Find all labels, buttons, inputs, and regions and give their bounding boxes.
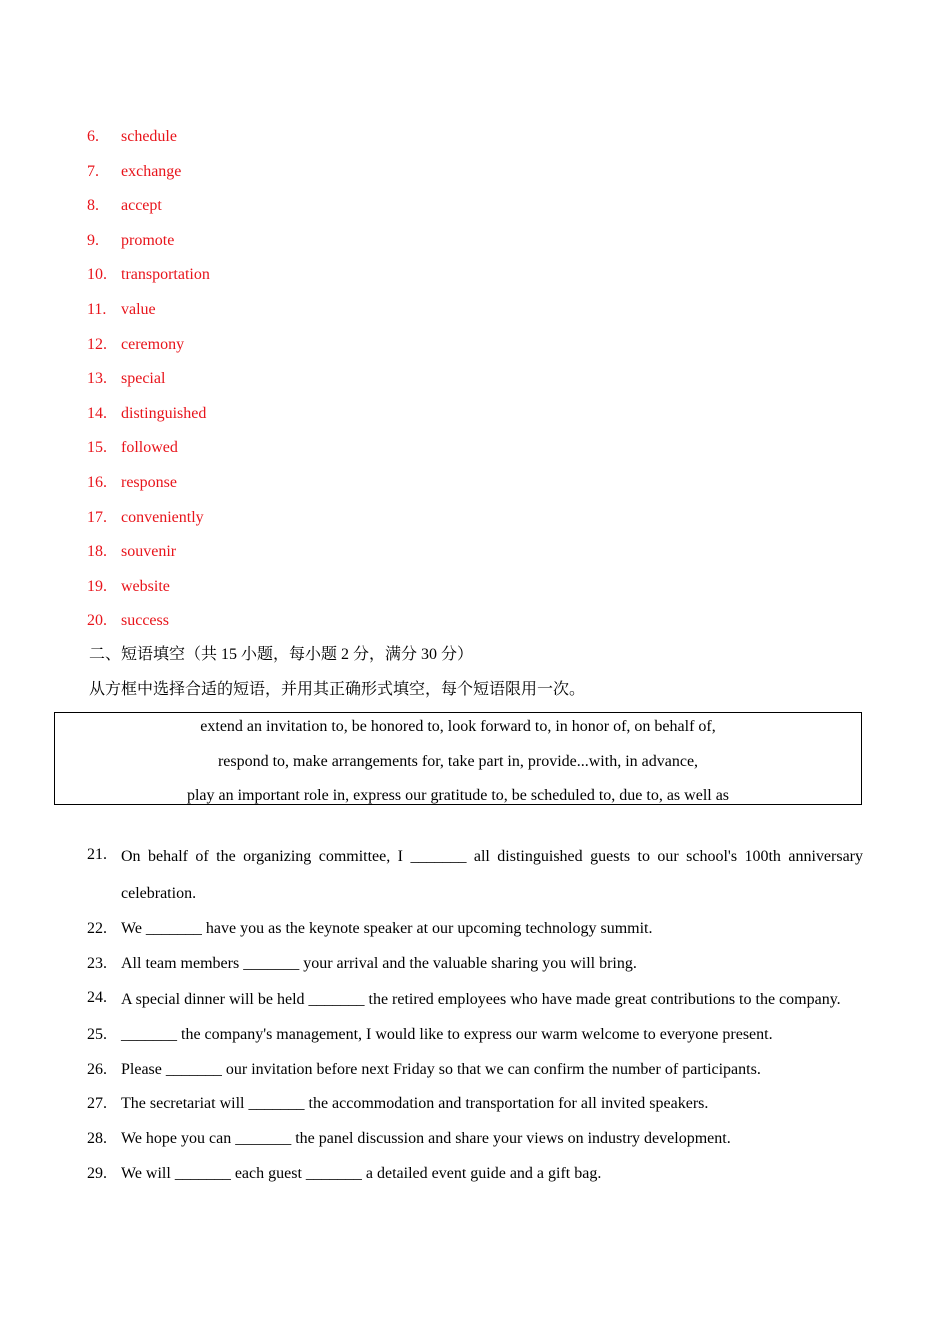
answer-word: value: [121, 300, 156, 318]
question-text: We will _______ each guest _______ a detailed event guide and a gift bag.: [121, 1164, 602, 1182]
answer-word: transportation: [121, 266, 210, 284]
answer-number: 9.: [87, 231, 99, 249]
question-text: We _______ have you as the keynote speaker at our upcoming technology summit.: [121, 920, 653, 937]
question-number: 27.: [87, 1095, 107, 1113]
answer-number: 8.: [87, 197, 99, 215]
answer-item: [87, 501, 210, 536]
question-text: Please _______ our invitation before next Friday so that we can confirm the number of participants.: [121, 1060, 761, 1078]
answer-number: 18.: [87, 543, 107, 561]
question-item: [87, 947, 863, 982]
answer-word: accept: [121, 197, 162, 215]
question-number: 28.: [87, 1129, 107, 1147]
question-item: [87, 1018, 863, 1053]
answer-word: ceremony: [121, 335, 185, 353]
question-item: [87, 838, 863, 912]
question-item: [87, 1157, 863, 1192]
answer-word: schedule: [121, 128, 177, 145]
question-item: [87, 981, 863, 1018]
answer-word: souvenir: [121, 543, 177, 561]
answer-item: [87, 397, 210, 432]
question-text: We hope you can _______ the panel discussion and share your views on industry development.: [121, 1129, 731, 1147]
answer-number: 15.: [87, 439, 107, 457]
answer-number: 17.: [87, 508, 107, 526]
phrase-box: [54, 712, 862, 805]
answer-word: website: [121, 577, 170, 595]
answer-number: 13.: [87, 370, 107, 388]
question-item: [87, 912, 863, 947]
section-title: 二、短语填空（共 15 小题，每小题 2 分，满分 30 分）: [89, 646, 474, 663]
question-number: 23.: [87, 954, 107, 972]
answer-number: 11.: [87, 300, 107, 318]
question-item: [87, 1053, 863, 1088]
answer-item: [87, 293, 210, 328]
question-number: 26.: [87, 1060, 107, 1078]
answer-list: [87, 120, 210, 639]
answer-number: 19.: [87, 577, 107, 595]
answer-number: 16.: [87, 473, 107, 491]
question-number: 25.: [87, 1026, 107, 1044]
answer-item: [87, 155, 210, 190]
answer-number: 10.: [87, 266, 107, 284]
question-number: 21.: [87, 846, 107, 863]
answer-item: [87, 570, 210, 605]
answer-item: [87, 224, 210, 259]
answer-word: followed: [121, 439, 178, 457]
question-text: All team members _______ your arrival and the valuable sharing you will bring.: [121, 954, 637, 972]
answer-item: [87, 535, 210, 570]
answer-item: [87, 466, 210, 501]
question-number: 24.: [87, 989, 107, 1007]
phrase-line: extend an invitation to, be honored to, look forward to, in honor of, on behalf of,: [200, 718, 716, 735]
answer-item: [87, 431, 210, 466]
question-text: The secretariat will _______ the accommodation and transportation for all invited speakers.: [121, 1095, 709, 1113]
answer-word: special: [121, 370, 166, 388]
answer-item: [87, 189, 210, 224]
question-item: [87, 1122, 863, 1157]
answer-word: response: [121, 473, 177, 491]
answer-word: distinguished: [121, 404, 207, 422]
answer-number: 6.: [87, 128, 99, 145]
answer-number: 12.: [87, 335, 107, 353]
answer-item: [87, 604, 210, 639]
answer-word: conveniently: [121, 508, 204, 526]
answer-number: 7.: [87, 162, 99, 180]
question-text: _______ the company's management, I would like to express our warm welcome to everyone present.: [121, 1026, 773, 1044]
answer-item: [87, 120, 210, 155]
phrase-line: respond to, make arrangements for, take part in, provide...with, in advance,: [217, 752, 699, 770]
answer-word: exchange: [121, 162, 182, 180]
answer-item: [87, 328, 210, 363]
answer-number: 20.: [87, 612, 107, 630]
answer-word: success: [121, 612, 169, 630]
phrase-line: play an important role in, express our gratitude to, be scheduled to, due to, as well as: [186, 787, 730, 805]
question-text: On behalf of the organizing committee, I _______ all distinguished guests to our school's 100th anniversary celebration.: [121, 848, 863, 902]
answer-word: promote: [121, 231, 175, 249]
answer-item: [87, 258, 210, 293]
question-item: [87, 1087, 863, 1122]
answer-item: [87, 362, 210, 397]
question-number: 22.: [87, 920, 107, 937]
question-text: A special dinner will be held _______ the retired employees who have made great contributions to the company.: [121, 991, 841, 1009]
question-list: [87, 838, 863, 1191]
question-number: 29.: [87, 1164, 107, 1182]
answer-number: 14.: [87, 404, 107, 422]
section-instruction: 从方框中选择合适的短语，并用其正确形式填空，每个短语限用一次。: [89, 681, 586, 698]
